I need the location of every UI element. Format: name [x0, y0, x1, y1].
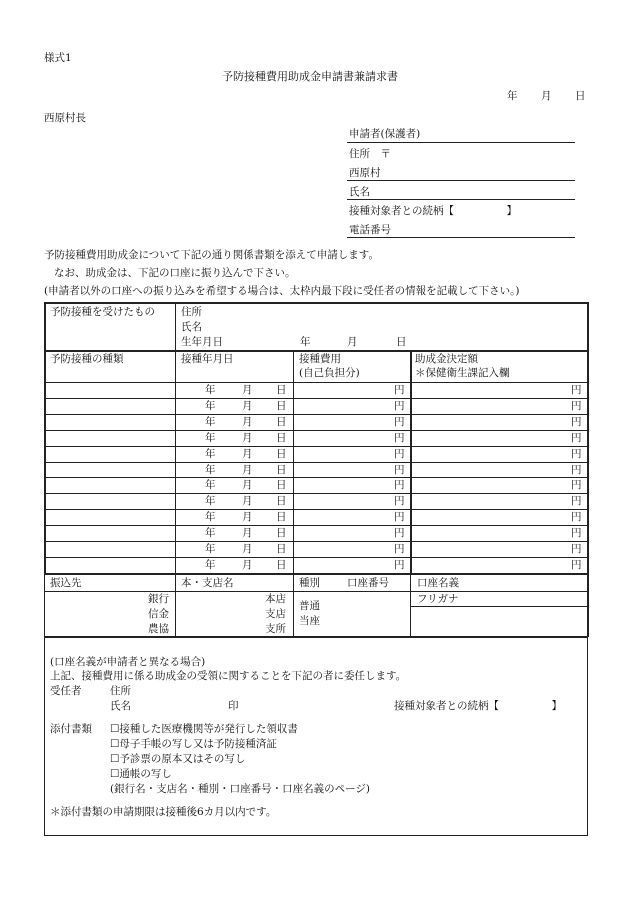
bank-col-2 [293, 573, 294, 636]
applicant-address-label: 住所 〒 [349, 148, 391, 160]
bank-inst-1: 銀行 [148, 593, 169, 605]
row-date-month: 月 [242, 479, 253, 492]
bank-inst-2: 信金 [148, 608, 169, 620]
row-grant-yen: 円 [571, 558, 582, 571]
row-cost-yen: 円 [394, 463, 405, 476]
table-row-divider [44, 557, 588, 558]
date-year: 年 [507, 90, 518, 102]
row-date-day: 日 [276, 384, 287, 396]
bank-col-3 [410, 573, 411, 636]
row-date-month: 月 [242, 495, 253, 508]
row-date-year: 年 [205, 558, 216, 571]
border-right-lower [587, 636, 588, 835]
attachment-receipt: ☐接種した医療機関等が発行した領収書 [110, 723, 298, 735]
attachments-label: 添付書類 [50, 723, 92, 735]
proxy-address-label: 住所 [110, 685, 131, 697]
applicant-heading: 申請者(保護者) [349, 128, 421, 140]
row-date-month: 月 [242, 558, 253, 571]
row-date-year: 年 [205, 384, 216, 396]
table-row-divider [44, 446, 588, 447]
row-grant-yen: 円 [571, 415, 582, 428]
bank-type-ordinary: 普通 [299, 600, 320, 612]
row-grant-yen: 円 [571, 495, 582, 508]
header-grant-sub: ＊保健衛生課記入欄 [415, 367, 510, 379]
row-date-month: 月 [242, 431, 253, 444]
bank-inst-3: 農協 [148, 623, 169, 635]
row-date-month: 月 [242, 543, 253, 555]
recipient-dob: 生年月日 [181, 336, 223, 348]
bank-branch-2: 支店 [265, 608, 286, 620]
recipient-label: 予防接種を受けたもの [50, 306, 155, 318]
row-grant-yen: 円 [571, 431, 582, 444]
row-cost-yen: 円 [394, 543, 405, 555]
applicant-phone-label: 電話番号 [349, 224, 391, 236]
intro-line-2: なお、助成金は、下記の口座に振り込んで下さい。 [54, 267, 296, 279]
proxy-condition: (口座名義が申請者と異なる場合) [50, 656, 206, 668]
recipient-official: 西原村長 [44, 112, 86, 124]
row-date-day: 日 [276, 558, 287, 571]
bank-account-name-label: 口座名義 [417, 577, 459, 589]
row-date-year: 年 [205, 527, 216, 540]
table-row-divider [44, 541, 588, 542]
row-cost-yen: 円 [394, 399, 405, 412]
row-date-day: 日 [276, 511, 287, 524]
row-date-year: 年 [205, 511, 216, 524]
row-date-day: 日 [276, 495, 287, 508]
row-date-year: 年 [205, 447, 216, 460]
form-title: 予防接種費用助成金申請書兼請求書 [222, 70, 398, 83]
row-date-year: 年 [205, 495, 216, 508]
date-day: 日 [575, 90, 586, 102]
row-date-month: 月 [242, 399, 253, 412]
row-cost-yen: 円 [394, 495, 405, 508]
border-right-upper [587, 302, 589, 637]
row-date-day: 日 [276, 463, 287, 476]
bank-header-bottom [44, 591, 588, 592]
applicant-village: 西原村 [349, 167, 381, 179]
intro-line-1: 予防接種費用助成金について下記の通り関係書類を添えて申請します。 [44, 249, 379, 261]
bank-branch-label: 本・支店名 [181, 577, 234, 589]
recipient-bottom [44, 350, 588, 352]
table-row-divider [44, 525, 588, 526]
attachment-passbook: ☐通帳の写し [110, 768, 172, 780]
proxy-name-label: 氏名 [110, 700, 131, 712]
attachment-passbook-note: (銀行名・支店名・種別・口座番号・口座名義のページ) [110, 783, 370, 795]
border-left-upper [44, 302, 46, 573]
header-type: 予防接種の種類 [50, 353, 124, 365]
row-date-year: 年 [205, 463, 216, 476]
recipient-dob-month: 月 [347, 336, 358, 348]
table-row-divider [44, 398, 588, 399]
header-cost: 接種費用 [299, 353, 341, 365]
row-date-year: 年 [205, 543, 216, 555]
header-grant: 助成金決定額 [415, 353, 478, 365]
border-left-lower [44, 573, 45, 835]
bank-account-number-label: 口座番号 [347, 577, 389, 589]
proxy-seal: 印 [228, 700, 239, 712]
attachment-questionnaire: ☐予診票の原本又はその写し [110, 753, 246, 765]
recipient-dob-year: 年 [300, 336, 311, 348]
date-month: 月 [541, 90, 552, 102]
applicant-heading-underline [347, 142, 575, 143]
row-grant-yen: 円 [571, 399, 582, 412]
row-date-day: 日 [276, 399, 287, 412]
row-date-day: 日 [276, 415, 287, 428]
table-row-divider [44, 477, 588, 478]
row-date-day: 日 [276, 479, 287, 492]
bank-top-thick [44, 573, 588, 575]
applicant-relation-label: 接種対象者との続柄【 】 [349, 205, 517, 217]
row-date-day: 日 [276, 543, 287, 555]
applicant-address-underline [347, 180, 575, 181]
bank-type-label: 種別 [299, 577, 320, 589]
intro-line-3: (申請者以外の口座への振り込みを希望する場合は、太枠内最下段に受任者の情報を記載して下さい。) [44, 285, 520, 297]
border-top [44, 302, 588, 304]
bank-to-label: 振込先 [50, 577, 82, 589]
recipient-name: 氏名 [181, 321, 202, 333]
table-row-divider [44, 509, 588, 510]
header-bottom [44, 382, 588, 383]
row-date-day: 日 [276, 431, 287, 444]
row-grant-yen: 円 [571, 447, 582, 460]
bank-branch-1: 本店 [265, 593, 286, 605]
row-date-month: 月 [242, 511, 253, 524]
proxy-relation-label: 接種対象者との続柄【 】 [394, 700, 562, 712]
row-cost-yen: 円 [394, 511, 405, 524]
bank-furigana: フリガナ [417, 593, 459, 605]
applicant-name-underline [347, 199, 575, 200]
row-cost-yen: 円 [394, 431, 405, 444]
row-date-month: 月 [242, 463, 253, 476]
row-date-year: 年 [205, 431, 216, 444]
applicant-name-label: 氏名 [349, 186, 370, 198]
row-date-year: 年 [205, 479, 216, 492]
recipient-divider [175, 302, 176, 350]
row-grant-yen: 円 [571, 511, 582, 524]
applicant-phone-underline [347, 237, 575, 238]
bank-branch-3: 支所 [265, 623, 286, 635]
row-cost-yen: 円 [394, 479, 405, 492]
table-row-divider [44, 414, 588, 415]
recipient-dob-day: 日 [396, 336, 407, 348]
row-cost-yen: 円 [394, 447, 405, 460]
row-date-month: 月 [242, 447, 253, 460]
row-date-year: 年 [205, 415, 216, 428]
table-row-divider [44, 430, 588, 431]
proxy-text: 上記、接種費用に係る助成金の受領に関することを下記の者に委任します。 [50, 670, 407, 682]
row-cost-yen: 円 [394, 384, 405, 396]
row-date-day: 日 [276, 447, 287, 460]
row-grant-yen: 円 [571, 463, 582, 476]
row-date-month: 月 [242, 527, 253, 540]
row-cost-yen: 円 [394, 415, 405, 428]
header-cost-sub: (自己負担分) [299, 367, 360, 379]
bank-type-current: 当座 [299, 615, 320, 627]
attachment-handbook: ☐母子手帳の写し又は予防接種済証 [110, 738, 277, 750]
table-row-divider [44, 493, 588, 494]
row-date-month: 月 [242, 415, 253, 428]
border-bottom [44, 835, 588, 836]
deadline-note: ＊添付書類の申請期限は接種後6カ月以内です。 [50, 806, 277, 818]
row-cost-yen: 円 [394, 558, 405, 571]
row-date-month: 月 [242, 384, 253, 396]
row-grant-yen: 円 [571, 527, 582, 540]
proxy-agent-label: 受任者 [50, 685, 82, 697]
bank-bottom-thick [44, 636, 588, 638]
row-grant-yen: 円 [571, 384, 582, 396]
table-row-divider [44, 462, 588, 463]
row-grant-yen: 円 [571, 543, 582, 555]
furigana-bottom [410, 606, 587, 607]
bank-col-1 [175, 573, 176, 636]
row-cost-yen: 円 [394, 527, 405, 540]
row-grant-yen: 円 [571, 479, 582, 492]
recipient-address: 住所 [181, 306, 202, 318]
row-date-year: 年 [205, 399, 216, 412]
header-date: 接種年月日 [181, 353, 234, 365]
form-id: 様式1 [44, 52, 72, 64]
row-date-day: 日 [276, 527, 287, 540]
